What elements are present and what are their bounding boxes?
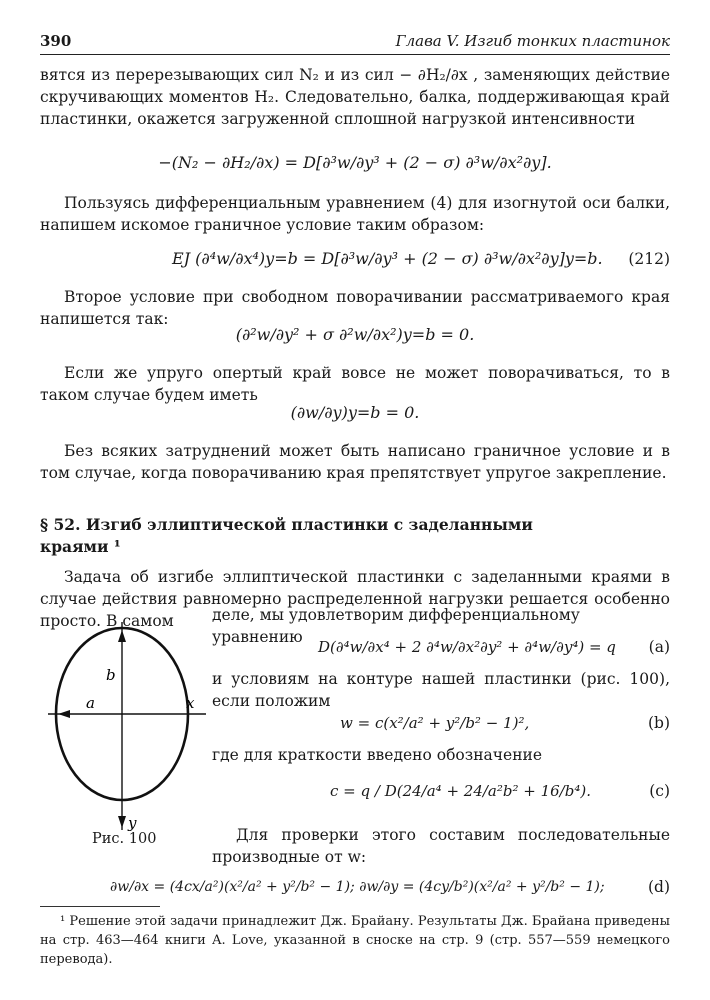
arrow-b-head bbox=[118, 630, 126, 642]
equation-212: EJ (∂⁴w/∂x⁴)y=b = D[∂³w/∂y³ + (2 − σ) ∂³w/∂x²∂y]y=b. bbox=[172, 249, 603, 268]
equation-c-number: (c) bbox=[649, 782, 670, 800]
equation-212-number: (212) bbox=[628, 250, 670, 268]
paragraph-3: Второе условие при свободном поворачивании рассматриваемого края напишется так: bbox=[40, 288, 670, 328]
equation-free-rotation: (∂²w/∂y² + σ ∂²w/∂x²)y=b = 0. bbox=[235, 325, 475, 344]
label-y: y bbox=[128, 814, 137, 832]
paragraph-9: Для проверки этого составим последовательные производные от w: bbox=[212, 826, 670, 866]
figure-ellipse-plate bbox=[38, 618, 214, 836]
paragraph-1: вятся из перерезывающих сил N₂ и из сил − ∂H₂/∂x , заменяющих действие скручивающих моментов H₂. Следовательно, балка, поддерживающая край пластинки, окажется загруженной сплошной нагрузкой интенсивности bbox=[40, 66, 670, 128]
equation-d-number: (d) bbox=[647, 878, 670, 896]
section-heading: § 52. Изгиб эллиптической пластинки с заделанными краями ¹ bbox=[40, 515, 533, 556]
equation-d: ∂w/∂x = (4cx/a²)(x²/a² + y²/b² − 1); ∂w/∂y = (4cy/b²)(x²/a² + y²/b² − 1); bbox=[110, 879, 605, 895]
figure-caption: Рис. 100 bbox=[92, 831, 157, 847]
paragraph-2: Пользуясь дифференциальным уравнением (4) для изогнутой оси балки, напишем искомое граничное условие таким образом: bbox=[40, 194, 670, 234]
running-header bbox=[40, 30, 670, 54]
paragraph-6: Задача об изгибе эллиптической пластинки с заделанными краями в случае действия равномерно распределенной нагрузки решается особенно просто. В самом bbox=[40, 568, 670, 630]
equation-load: −(N₂ − ∂H₂/∂x) = D[∂³w/∂y³ + (2 − σ) ∂³w/∂x²∂y]. bbox=[158, 153, 552, 172]
footnote: ¹ Решение этой задачи принадлежит Дж. Брайану. Результаты Дж. Брайана приведены на стр. 463—464 книги A. Love, указанной в сноске на стр. 9 (стр. 557—559 немецкого перевода). bbox=[40, 914, 670, 967]
arrow-a-head bbox=[58, 710, 70, 718]
running-title: Глава V. Изгиб тонких пластинок bbox=[395, 32, 670, 50]
equation-b: w = c(x²/a² + y²/b² − 1)², bbox=[340, 714, 530, 732]
equation-a: D(∂⁴w/∂x⁴ + 2 ∂⁴w/∂x²∂y² + ∂⁴w/∂y⁴) = q bbox=[318, 638, 616, 656]
paragraph-4: Если же упруго опертый край вовсе не может поворачиваться, то в таком случае будем иметь bbox=[40, 364, 670, 404]
paragraph-8: где для краткости введено обозначение bbox=[212, 746, 543, 764]
paragraph-7: и условиям на контуре нашей пластинки (рис. 100), если положим bbox=[212, 670, 670, 710]
paragraph-5: Без всяких затруднений может быть написано граничное условие и в том случае, когда поворачиванию края препятствует упругое закрепление. bbox=[40, 442, 670, 482]
page-number: 390 bbox=[40, 32, 72, 50]
label-b: b bbox=[106, 666, 116, 684]
equation-c: c = q / D(24/a⁴ + 24/a²b² + 16/b⁴). bbox=[330, 782, 591, 800]
header-rule bbox=[40, 54, 670, 55]
footnote-rule bbox=[40, 906, 160, 907]
equation-a-number: (a) bbox=[648, 638, 670, 656]
equation-fixed-edge: (∂w/∂y)y=b = 0. bbox=[290, 403, 420, 422]
paragraph-6-continued: деле, мы удовлетворим дифференциальному уравнению bbox=[212, 606, 580, 646]
label-x: x bbox=[186, 694, 195, 712]
label-a: a bbox=[86, 694, 95, 712]
axis-y-head bbox=[118, 816, 126, 828]
equation-b-number: (b) bbox=[647, 714, 670, 732]
